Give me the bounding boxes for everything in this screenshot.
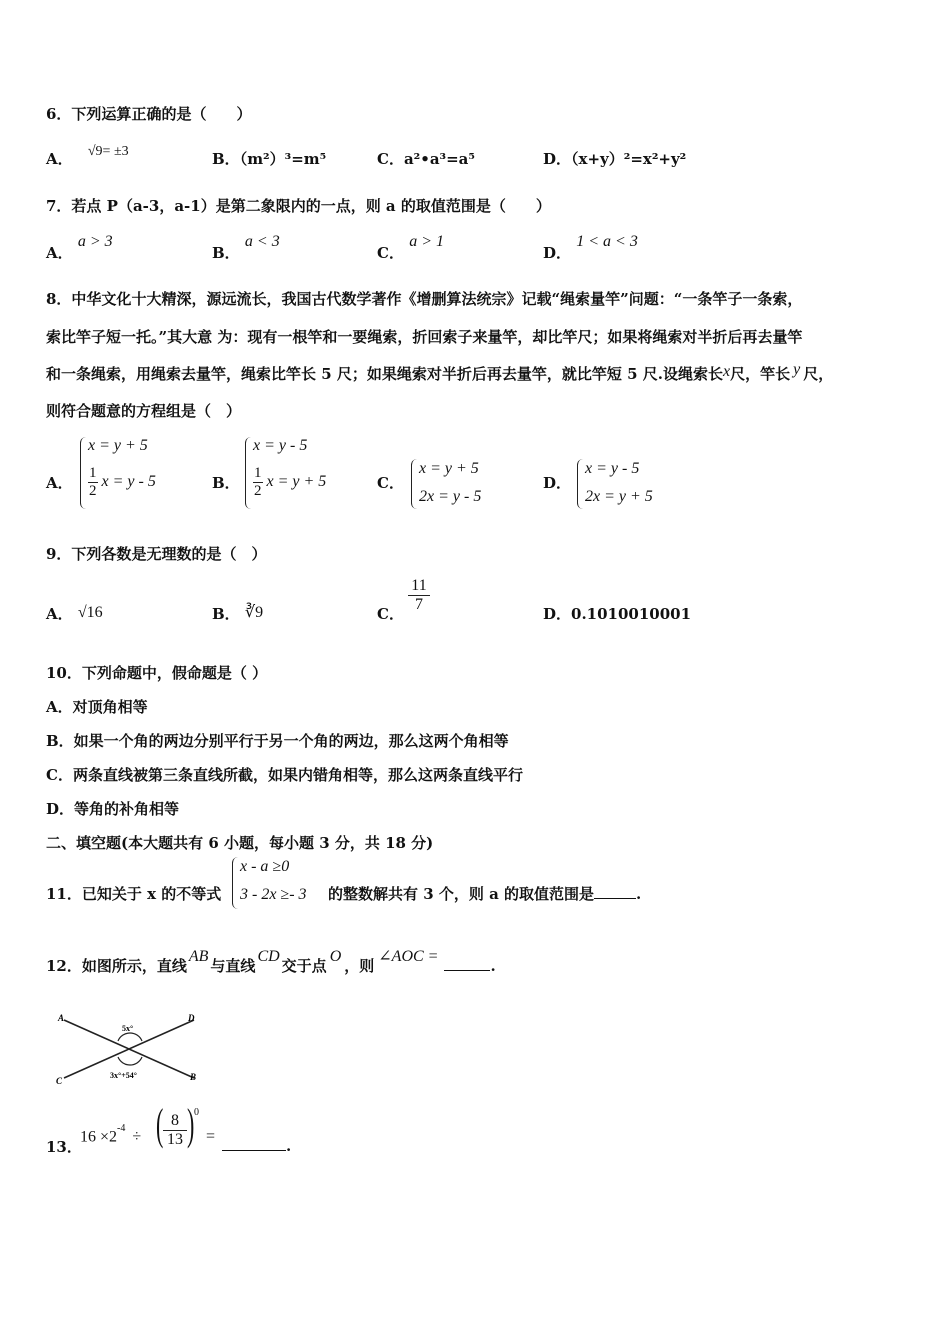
q8-option-a-brace (80, 437, 87, 509)
q8-option-d-eq2: 2x = y + 5 (585, 488, 653, 505)
q8-option-c-brace (411, 459, 418, 509)
q13-right-paren: ) (187, 1100, 195, 1149)
q7-option-b: B． a < 3 (212, 233, 280, 262)
q10-option-c: C．两条直线被第三条直线所截，如果内错角相等，那么这两条直线平行 (46, 766, 523, 784)
label-d: D (188, 1013, 195, 1023)
section-2-heading: 二、填空题(本大题共有 6 小题，每小题 3 分，共 18 分) (46, 834, 434, 852)
q13-answer-blank: . (222, 1136, 291, 1155)
q10-option-d: D．等角的补角相等 (46, 800, 180, 818)
q7-option-c: C． a > 1 (377, 233, 444, 262)
q13-number: 13． (46, 1138, 82, 1156)
q8-option-d-label: D． (543, 474, 572, 492)
q8-option-b-label: B． (212, 474, 240, 492)
q13-left-paren: ( (156, 1100, 164, 1149)
q9-stem: 9．下列各数是无理数的是（ ） (46, 545, 267, 563)
q8-line-2: 索比竿子短一托。”其大意 为：现有一根竿和一要绳索，折回索子来量竿，却比竿尺；如果将绳索对半折后再去量竿 (46, 328, 803, 346)
q8-option-a-label: A． (46, 474, 73, 492)
q8-line-1: 8．中华文化十大精深，源远流长，我国古代数学著作《增删算法统宗》记载“绳索量竿”问题：“一条竿子一条索， (46, 290, 803, 308)
q9-option-a: A． √16 (46, 604, 103, 623)
q9-option-c-label: C． (377, 605, 404, 623)
q13-expression: $16 \times 2^{-4}$ ÷ (80, 1123, 142, 1146)
q7-stem: 7．若点 P（a-3，a-1）是第二象限内的一点，则 a 的取值范围是（ ） (46, 197, 551, 215)
q11-brace (232, 857, 239, 909)
q8-option-b-brace (245, 437, 252, 509)
q8-option-b-eq1: x = y - 5 (253, 437, 308, 454)
q8-option-d-brace (577, 459, 584, 509)
q10-option-b: B．如果一个角的两边分别平行于另一个角的两边，那么这两个角相等 (46, 732, 509, 750)
q11-ineq-1: x - a ≥0 (240, 858, 290, 875)
q11-prefix: 11．已知关于 x 的不等式 (46, 885, 222, 903)
label-a: A (58, 1013, 65, 1023)
q13-equals: = (206, 1128, 216, 1145)
q10-option-a: A．对顶角相等 (46, 698, 148, 716)
q8-option-c-eq2: 2x = y - 5 (419, 488, 482, 505)
q10-stem: 10．下列命题中，假命题是（ ） (46, 664, 268, 682)
bottom-angle-arc (118, 1057, 142, 1065)
top-angle-arc (118, 1033, 142, 1041)
q9-option-b: B． ∛9 (212, 604, 264, 623)
q8-option-b-eq2: $\frac{1}{2}$ x = y + 5 (254, 465, 327, 499)
q8-option-c-eq1: x = y + 5 (419, 460, 479, 477)
q8-option-c-label: C． (377, 474, 404, 492)
q6-option-d: D．（x+y）²=x²+y² (543, 150, 687, 168)
q8-line-3: 和一条绳索，用绳索去量竿，绳索比竿长 5 尺；如果绳索对半折后再去量竿，就比竿短 5 尺.设绳索长x尺，竿长 y 尺， (46, 361, 834, 383)
q7-option-d: D． 1 < a < 3 (543, 233, 638, 262)
q6-option-a: A． √9= ±3 (46, 144, 129, 168)
q11-ineq-2: 3 - 2x ≥- 3 (240, 886, 307, 903)
q13-fraction: 8 13 (163, 1112, 187, 1149)
intersecting-lines-figure (52, 1008, 212, 1092)
q8-option-a-eq1: x = y + 5 (88, 437, 148, 454)
q8-line-4: 则符合题意的方程组是（ ） (46, 402, 242, 420)
q7-option-a: A． a > 3 (46, 233, 113, 262)
label-b: B (190, 1072, 197, 1082)
label-top-angle: 5x° (122, 1024, 134, 1033)
q9-option-c-fraction: 11 7 (408, 577, 430, 614)
q9-option-d: D．0.1010010001 (543, 605, 692, 623)
q12-stem: 12．如图所示，直线AB与直线CD交于点O，则∠AOC =. (46, 948, 496, 975)
label-bottom-angle: 3x°+54° (110, 1071, 137, 1080)
q11-suffix: 的整数解共有 3 个，则 a 的取值范围是 . (328, 885, 642, 903)
q6-stem: 6．下列运算正确的是（ ） (46, 105, 252, 123)
q8-option-a-eq2: $\frac{1}{2}$ x = y - 5 (89, 465, 156, 499)
q13-zero-exponent: 0 (194, 1107, 199, 1118)
q8-option-d-eq1: x = y - 5 (585, 460, 640, 477)
label-c: C (56, 1076, 63, 1086)
q6-option-c: C．a²•a³=a⁵ (377, 150, 475, 168)
q6-option-b: B．（m²）³=m⁵ (212, 150, 327, 168)
